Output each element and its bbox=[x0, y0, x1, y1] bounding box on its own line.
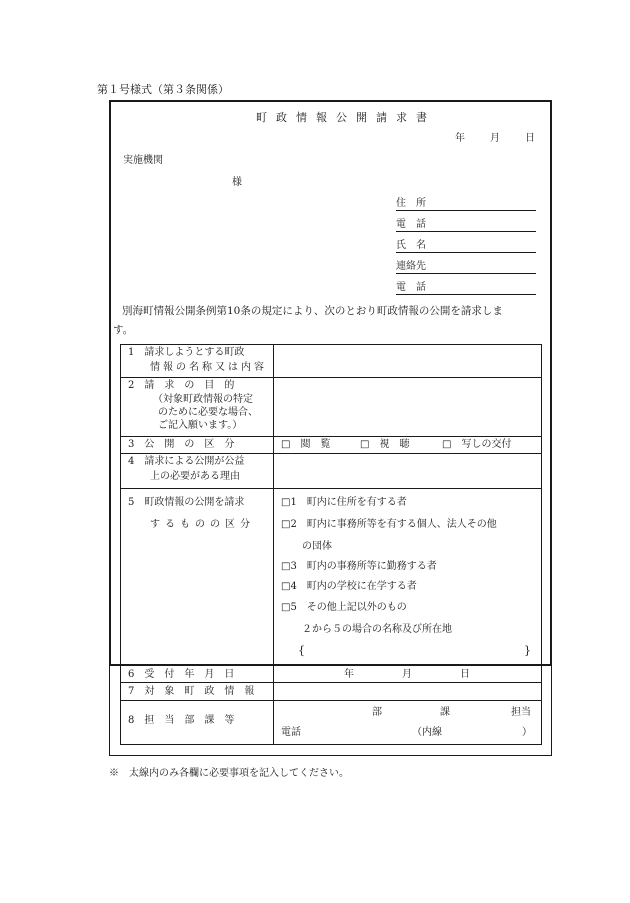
row4-label-line1: 4 請求による公開が公益 bbox=[128, 456, 245, 467]
contact-phone-label: 電 話 bbox=[396, 282, 426, 293]
requester-name-location-field[interactable] bbox=[306, 642, 520, 658]
received-day-label: 日 bbox=[460, 669, 470, 680]
row1-label-line1: 1 請求しようとする町政 bbox=[128, 347, 245, 358]
date-year-label: 年 bbox=[455, 133, 465, 144]
row-divider bbox=[120, 377, 542, 378]
requester-option-1[interactable]: □1 町内に住所を有する者 bbox=[281, 497, 407, 508]
table-bottom-border bbox=[120, 744, 542, 745]
phone-label: 電 話 bbox=[396, 219, 426, 230]
row2-note-line1: （対象町政情報の特定 bbox=[153, 394, 253, 405]
requester-option-2-continued: の団体 bbox=[302, 541, 332, 552]
disclosure-option-copy[interactable]: □ 写しの交付 bbox=[442, 439, 512, 450]
contact-label: 連絡先 bbox=[396, 261, 426, 272]
row5-label-line2: するものの区分 bbox=[150, 519, 255, 530]
disclosure-option-view[interactable]: □ 閲 覧 bbox=[281, 439, 331, 450]
requester-option-4[interactable]: □4 町内の学校に在学する者 bbox=[281, 581, 417, 592]
contact-field[interactable] bbox=[396, 273, 536, 274]
intro-text-line1: 別海町情報公開条例第10条の規定により、次のとおり町政情報の公開を請求しま bbox=[122, 305, 503, 317]
row-divider bbox=[120, 488, 542, 489]
footer-note: ※ 太線内のみ各欄に必要事項を記入してください。 bbox=[109, 768, 349, 779]
contact-phone-field[interactable] bbox=[396, 294, 536, 295]
row1-label-line2: 情報の名称又は内容 bbox=[150, 362, 267, 373]
phone-field[interactable] bbox=[396, 231, 536, 232]
name-field[interactable] bbox=[396, 252, 536, 253]
requester-name-location-note: ２から５の場合の名称及び所在地 bbox=[302, 624, 452, 635]
intro-text-line2: す。 bbox=[113, 324, 134, 336]
dept-label: 部 bbox=[372, 707, 382, 718]
recipient-honorific: 様 bbox=[232, 177, 242, 188]
form-title: 町政情報公開請求書 bbox=[256, 111, 436, 124]
row2-note-line3: ご記入願います。） bbox=[158, 420, 243, 431]
date-day-label: 日 bbox=[525, 133, 535, 144]
extension-close: ） bbox=[522, 727, 532, 738]
extension-label: （内線 bbox=[412, 727, 442, 738]
brace-open: { bbox=[298, 644, 305, 657]
table-top-border bbox=[120, 344, 542, 345]
recipient-org-label: 実施機関 bbox=[123, 155, 163, 166]
row2-note-line2: のために必要な場合、 bbox=[158, 407, 258, 418]
disclosure-option-listen[interactable]: □ 視 聴 bbox=[360, 439, 410, 450]
table-left-border bbox=[120, 344, 121, 745]
row8-label: 8 担 当 部 課 等 bbox=[128, 715, 235, 726]
row-divider bbox=[120, 682, 542, 683]
office-phone-label: 電話 bbox=[281, 727, 301, 738]
row2-label: 2 請 求 の 目 的 bbox=[128, 380, 235, 391]
person-in-charge-label: 担当 bbox=[511, 707, 531, 718]
received-month-label: 月 bbox=[402, 669, 412, 680]
section-label: 課 bbox=[440, 707, 450, 718]
row4-label-line2: 上の必要がある理由 bbox=[150, 471, 240, 482]
row3-label: 3 公 開 の 区 分 bbox=[128, 439, 235, 450]
row-divider bbox=[120, 453, 542, 454]
row5-label-line1: 5 町政情報の公開を請求 bbox=[128, 497, 245, 508]
requester-option-3[interactable]: □3 町内の事務所等に勤務する者 bbox=[281, 561, 437, 572]
requester-option-5[interactable]: □5 その他上記以外のもの bbox=[281, 602, 407, 613]
brace-close: } bbox=[524, 644, 531, 657]
row7-label: 7 対 象 町 政 情 報 bbox=[128, 686, 255, 697]
row-divider bbox=[120, 436, 542, 437]
address-field[interactable] bbox=[396, 210, 536, 211]
table-column-divider bbox=[273, 344, 274, 745]
date-month-label: 月 bbox=[490, 133, 500, 144]
row6-label: 6 受 付 年 月 日 bbox=[128, 669, 235, 680]
received-year-label: 年 bbox=[344, 669, 354, 680]
name-label: 氏 名 bbox=[396, 240, 426, 251]
form-number-label: 第１号様式（第３条関係） bbox=[97, 83, 229, 96]
requester-option-2[interactable]: □2 町内に事務所等を有する個人、法人その他 bbox=[281, 519, 497, 530]
address-label: 住 所 bbox=[396, 198, 426, 209]
row-divider bbox=[120, 700, 542, 701]
table-right-border bbox=[541, 344, 542, 745]
